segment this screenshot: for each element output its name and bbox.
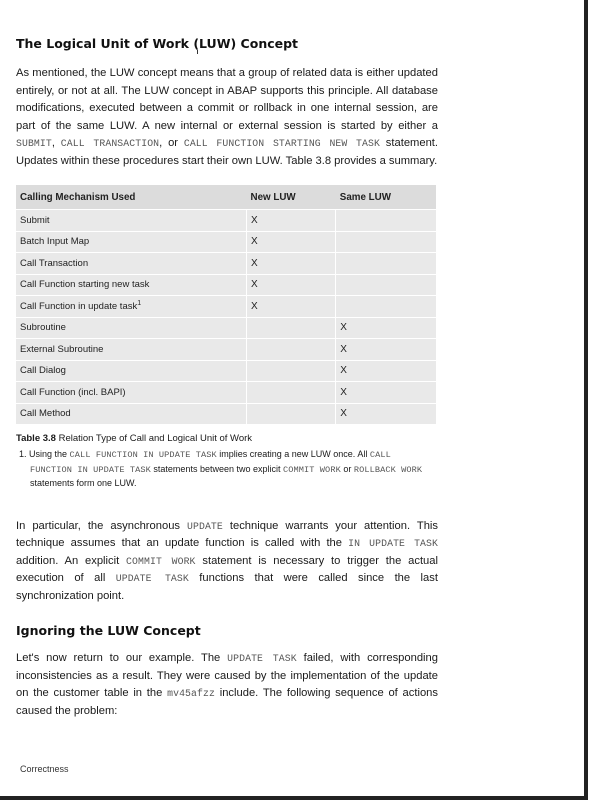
example-paragraph: Let's now return to our example. The UPDATE TASK failed, with corresponding inconsistencies as a result. They were caused by the implementation of the update on the customer table in the mv45afzz include. The following sequence of actions caused the problem:: [16, 652, 438, 717]
table-caption: [16, 433, 438, 444]
section-heading-luw: The Logical Unit of Work (LUW) Concept: [16, 36, 299, 51]
cell-new-luw: X: [247, 296, 336, 318]
table-row: [16, 339, 436, 361]
cell-same-luw: X: [336, 382, 436, 404]
cell-same-luw: [336, 296, 436, 318]
table-row: [16, 274, 436, 296]
update-technique-paragraph: In particular, the asynchronous UPDATE technique warrants your attention. This technique assumes that an update function is called with the IN UPDATE TASK addition. An explicit COMMIT WORK statement is necessary to trigger the actual execution of all UPDATE TASK functions that were called since the last synchronization point.: [16, 519, 438, 602]
table-row: [16, 253, 436, 275]
table-row: [16, 231, 436, 253]
cell-new-luw: X: [247, 253, 336, 275]
footnote-marker: 1: [137, 300, 142, 308]
table-row: [16, 317, 436, 339]
intro-paragraph: As mentioned, the LUW concept means that a group of related data is either updated entirely, or not at all. The LUW concept in ABAP supports this principle. All database modifications, executed between a commit or rollback in one internal session, are part of the same LUW. A new internal or external session is started by either a SUBMIT, CALL TRANSACTION, or CALL FUNCTION STARTING NEW TASK statement. Updates within these procedures start their own LUW. Table 3.8 provides a summary.: [16, 67, 439, 167]
cell-new-luw: [247, 382, 336, 404]
cell-new-luw: X: [247, 210, 336, 232]
luw-table: [16, 185, 436, 425]
cell-mechanism: Call Function in update task$^1$: [16, 296, 247, 318]
cell-mechanism: External Subroutine: [16, 339, 247, 361]
cell-mechanism: Call Transaction: [16, 253, 247, 275]
cut-off-footer-text: Correctness: [20, 764, 69, 774]
cell-new-luw: [247, 317, 336, 339]
caption-text: Relation Type of Call and Logical Unit of Work: [58, 433, 253, 444]
cell-mechanism: Call Method: [16, 403, 247, 425]
cell-mechanism: Batch Input Map: [16, 231, 247, 253]
cell-mechanism: Subroutine: [16, 317, 247, 339]
cell-mechanism: Call Function (incl. BAPI): [16, 382, 247, 404]
cell-same-luw: [336, 274, 436, 296]
cell-same-luw: [336, 253, 436, 275]
code-call-function-starting-new-task: CALL FUNCTION STARTING NEW TASK: [183, 138, 380, 149]
table-row: [16, 403, 436, 425]
cell-same-luw: [336, 210, 436, 232]
cell-new-luw: X: [247, 274, 336, 296]
table-row: [16, 382, 436, 404]
table-header-row: [16, 185, 436, 210]
caption-label: Table 3.8: [16, 433, 56, 444]
code-submit: SUBMIT: [16, 138, 52, 149]
table-row: [16, 296, 436, 318]
cell-new-luw: [247, 360, 336, 382]
page-content: [16, 36, 438, 720]
header-same-luw: Same LUW: [336, 185, 436, 210]
cell-same-luw: X: [336, 403, 436, 425]
table-row: [16, 210, 436, 232]
code-call-transaction: CALL TRANSACTION: [60, 138, 160, 149]
cell-same-luw: X: [336, 360, 436, 382]
table-footnote: 1. Using the CALL FUNCTION IN UPDATE TASK implies creating a new LUW once. All CALL FUNCTION IN UPDATE TASK statements between two explicit COMMIT WORK or ROLLBACK WORK statements form one LUW.: [19, 449, 423, 488]
header-new-luw: New LUW: [247, 185, 336, 210]
cell-new-luw: X: [247, 231, 336, 253]
cell-new-luw: [247, 339, 336, 361]
cell-mechanism: Call Function starting new task: [16, 274, 247, 296]
cell-same-luw: X: [336, 339, 436, 361]
cell-mechanism: Call Dialog: [16, 360, 247, 382]
cell-same-luw: X: [336, 317, 436, 339]
cell-mechanism: Submit: [16, 210, 247, 232]
cell-new-luw: [247, 403, 336, 425]
table-row: [16, 360, 436, 382]
cell-same-luw: [336, 231, 436, 253]
header-calling-mechanism: Calling Mechanism Used: [16, 185, 247, 210]
section-heading-ignoring-luw: Ignoring the LUW Concept: [16, 623, 201, 638]
